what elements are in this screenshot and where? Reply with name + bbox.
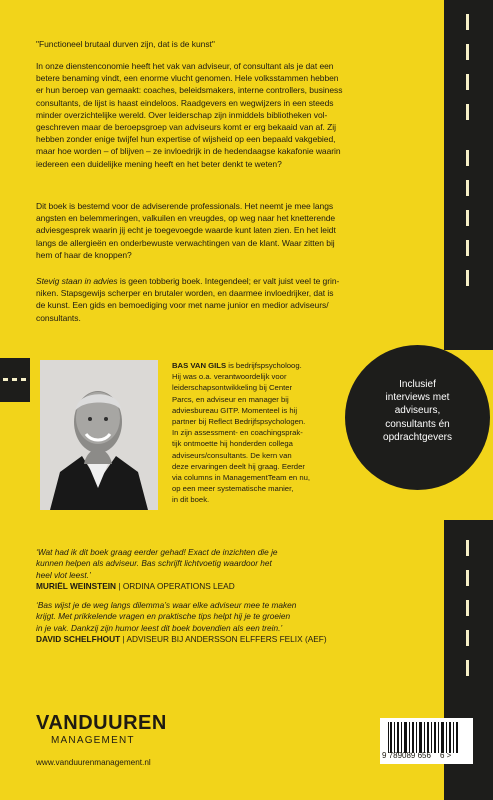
quote-2-author: DAVID SCHELFHOUT <box>36 634 121 645</box>
book-title-inline: Stevig staan in advies <box>36 276 118 286</box>
quote-2-role: ADVISEUR BIJ ANDERSSON ELFFERS FELIX (AEF) <box>126 634 327 645</box>
author-photo <box>40 360 158 510</box>
interview-badge <box>345 345 490 490</box>
review-quote-1 <box>36 535 416 593</box>
badge-line: Inclusief <box>399 379 436 390</box>
badge-line: consultants én <box>385 418 450 430</box>
paragraph-3-rest: is geen tobberig boek. Integendeel; er valt juist veel te grin- niken. Stapsgewijs scherper en brutaler worden, en daarmee invloedrijker, dat is de kunst. Een gids en bemoediging voor met name junior en medior adviseurs/ consultants. <box>36 276 340 323</box>
tagline-text: "Functioneel brutaal durven zijn, dat is de kunst" <box>36 39 215 49</box>
publisher-logo <box>36 713 186 746</box>
author-bio <box>172 360 354 506</box>
publisher-logo-main: VANDUUREN <box>36 712 167 734</box>
quote-1-author: MURIËL WEINSTEIN <box>36 581 117 592</box>
road-dash <box>466 210 469 226</box>
road-dash <box>466 104 469 120</box>
isbn-main: 9 789089 656 <box>382 751 431 760</box>
road-dash <box>466 74 469 90</box>
road-dash <box>466 180 469 196</box>
publisher-website: www.vanduurenmanagement.nl <box>36 758 151 767</box>
quote-1-text: ‘Wat had ik dit boek graag eerder gehad! Exact de inzichten die je kunnen helpen als adviseur. Bas schrijft lichtvoetig waardoor het heel vlot leest.’ <box>36 546 278 580</box>
paragraph-2: Dit boek is bestemd voor de adviserende professionals. Het neemt je mee langs angsten en belemmeringen, valkuilen en vreugdes, op weg naar het knetterende adviesgesprek waarin jij echt je toegevoegde waarde kunt laten zien. En het leidt langs de allergieën en onderbewuste verwachtingen van de klant. Waar zitten bij hem of haar de knoppen? <box>36 201 336 260</box>
isbn-tail: 6 > <box>439 751 452 760</box>
road-dash <box>466 630 469 646</box>
intro-paragraph <box>36 60 408 170</box>
barcode <box>380 718 473 764</box>
road-dash <box>466 14 469 30</box>
road-dash <box>12 378 17 381</box>
author-bio-text: is bedrijfspsycholoog. Hij was o.a. verantwoordelijk voor leiderschapsontwikkeling bij Center Parcs, en adviseur en manager bij adviesbureau GITP. Momenteel is hij partner bij Reflect Bedrijfspsychologen. In zijn assessment- en coachingsprak- tijk ontmoette hij honderden collega adviseurs/consultants. De kern van deze ervaringen deelt hij graag. Eerder via columns in ManagementTeam en nu, op een meer systematische manier, in dit boek. <box>172 361 311 505</box>
quote-1-attribution: MURIËL WEINSTEIN | ORDINA OPERATIONS LEAD <box>36 581 235 592</box>
summary-paragraph <box>36 275 408 324</box>
road-dash <box>466 570 469 586</box>
road-dash <box>466 150 469 166</box>
badge-line: adviseurs, <box>394 405 441 417</box>
quote-2-attribution: DAVID SCHELFHOUT | ADVISEUR BIJ ANDERSSON ELFFERS FELIX (AEF) <box>36 634 327 645</box>
road-dash <box>466 600 469 616</box>
road-dash <box>466 540 469 556</box>
tagline <box>36 38 408 50</box>
purpose-paragraph <box>36 200 408 261</box>
author-name: BAS VAN GILS <box>172 361 227 370</box>
road-dash <box>3 378 8 381</box>
review-quote-2 <box>36 588 416 646</box>
road-dash <box>466 240 469 256</box>
road-dash <box>21 378 26 381</box>
badge-line: opdrachtgevers <box>383 431 452 443</box>
publisher-logo-sub: MANAGEMENT <box>51 735 135 746</box>
road-dash <box>466 270 469 286</box>
road-dash <box>466 44 469 60</box>
paragraph-3 <box>36 275 408 324</box>
road-dash <box>466 660 469 676</box>
isbn-text <box>382 751 451 761</box>
quote-1-role: ORDINA OPERATIONS LEAD <box>122 581 235 592</box>
quote-2-text: ‘Bas wijst je de weg langs dilemma’s waar elke adviseur mee te maken krijgt. Met prikkelende vragen en praktische tips helpt hij je te groeien in je vak. Dankzij zijn humor leest dit boek bovendien als een trein.’ <box>36 599 297 633</box>
badge-line: interviews met <box>385 392 450 404</box>
paragraph-1: In onze dienstenconomie heeft het vak van adviseur, of consultant als je dat een betere benaming vindt, een enorme vlucht genomen. Hele volksstammen hebben er hun beroep van gemaakt: coaches, beleidsmakers, interne controllers, business consultants, de lijst is haast eindeloos. Raadgevers en wegwijzers in een steeds minder overzichtelijke wereld. Over leiderschap zijn inmiddels bibliotheken vol- geschreven maar de beroepsgroep van adviseurs komt er erg bekaaid van af. Zij hebben zonder enige twijfel hun expertise of wijsheid op een bepaald vakgebied, maar hoe worden – of blijven – ze invloedrijk in de hedendaagse kakafonie waarin iedereen een duidelijke mening heeft en het beter denkt te weten? <box>36 61 343 169</box>
